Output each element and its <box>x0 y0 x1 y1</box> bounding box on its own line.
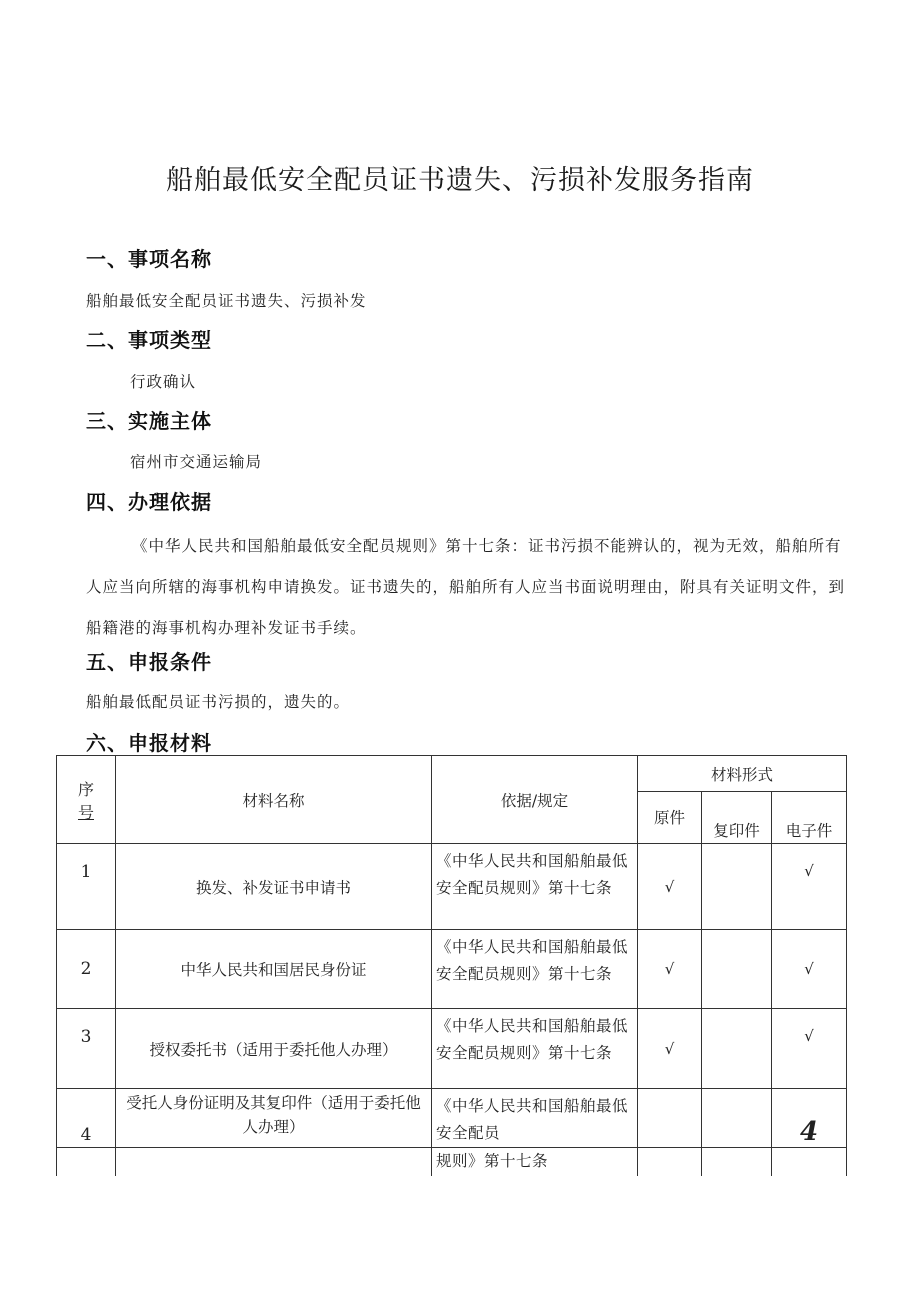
row-material-name: 中华人民共和国居民身份证 <box>116 930 432 1009</box>
row-seq: 1 <box>57 844 116 930</box>
row-copy <box>702 1148 772 1176</box>
table-header-row <box>57 756 847 792</box>
table-row <box>57 1089 847 1148</box>
row-electronic: √ <box>772 844 847 930</box>
row-copy <box>702 1089 772 1148</box>
row-electronic: √ <box>772 1009 847 1089</box>
row-basis: 《中华人民共和国船舶最低安全配员规则》第十七条 <box>432 1009 638 1089</box>
row-original: √ <box>638 1009 702 1089</box>
row-electronic: 4 <box>772 1089 847 1148</box>
row-original <box>638 1089 702 1148</box>
header-original: 原件 <box>638 792 702 844</box>
header-electronic: 电子件 <box>772 792 847 844</box>
row-seq: 2 <box>57 930 116 1009</box>
row-copy <box>702 844 772 930</box>
row-basis: 规则》第十七条 <box>432 1148 638 1176</box>
row-material-name <box>116 1148 432 1176</box>
row-copy <box>702 1009 772 1089</box>
row-seq: 4 <box>57 1089 116 1148</box>
row-basis: 《中华人民共和国船舶最低安全配员规则》第十七条 <box>432 844 638 930</box>
subject-text: 宿州市交通运输局 <box>130 453 263 471</box>
header-seq: 序 号 <box>57 756 116 844</box>
section-heading-basis: 四、办理依据 <box>86 490 212 514</box>
row-original: √ <box>638 930 702 1009</box>
item-type-text: 行政确认 <box>130 373 197 391</box>
header-material-form: 材料形式 <box>638 756 847 792</box>
materials-table <box>56 755 847 1176</box>
row-copy <box>702 930 772 1009</box>
row-material-name: 换发、补发证书申请书 <box>116 844 432 930</box>
row-seq: 3 <box>57 1009 116 1089</box>
section-heading-conditions: 五、申报条件 <box>86 650 212 674</box>
row-electronic: √ <box>772 930 847 1009</box>
header-material-name: 材料名称 <box>116 756 432 844</box>
section-heading-item-type: 二、事项类型 <box>86 328 212 352</box>
basis-paragraph: 《中华人民共和国船舶最低安全配员规则》第十七条：证书污损不能辨认的，视为无效，船舶所有人应当向所辖的海事机构申请换发。证书遗失的，船舶所有人应当书面说明理由，附具有关证明文件，到船籍港的海事机构办理补发证书手续。 <box>86 537 846 637</box>
section-heading-item-name: 一、事项名称 <box>86 247 212 271</box>
row-material-name: 受托人身份证明及其复印件（适用于委托他人办理） <box>116 1089 432 1148</box>
section-heading-materials: 六、申报材料 <box>86 731 212 755</box>
document-title: 船舶最低安全配员证书遗失、污损补发服务指南 <box>166 165 754 196</box>
row-material-name: 授权委托书（适用于委托他人办理） <box>116 1009 432 1089</box>
header-basis: 依据/规定 <box>432 756 638 844</box>
row-electronic <box>772 1148 847 1176</box>
item-name-text: 船舶最低安全配员证书遗失、污损补发 <box>86 292 367 310</box>
table-row <box>57 930 847 1009</box>
section-heading-subject: 三、实施主体 <box>86 409 212 433</box>
row-original: √ <box>638 844 702 930</box>
row-seq <box>57 1148 116 1176</box>
table-row <box>57 1148 847 1176</box>
row-basis: 《中华人民共和国船舶最低安全配员 <box>432 1089 638 1148</box>
header-copy: 复印件 <box>702 792 772 844</box>
row-original <box>638 1148 702 1176</box>
conditions-text: 船舶最低配员证书污损的，遗失的。 <box>86 693 351 711</box>
table-row <box>57 1009 847 1089</box>
row-basis: 《中华人民共和国船舶最低安全配员规则》第十七条 <box>432 930 638 1009</box>
table-row <box>57 844 847 930</box>
